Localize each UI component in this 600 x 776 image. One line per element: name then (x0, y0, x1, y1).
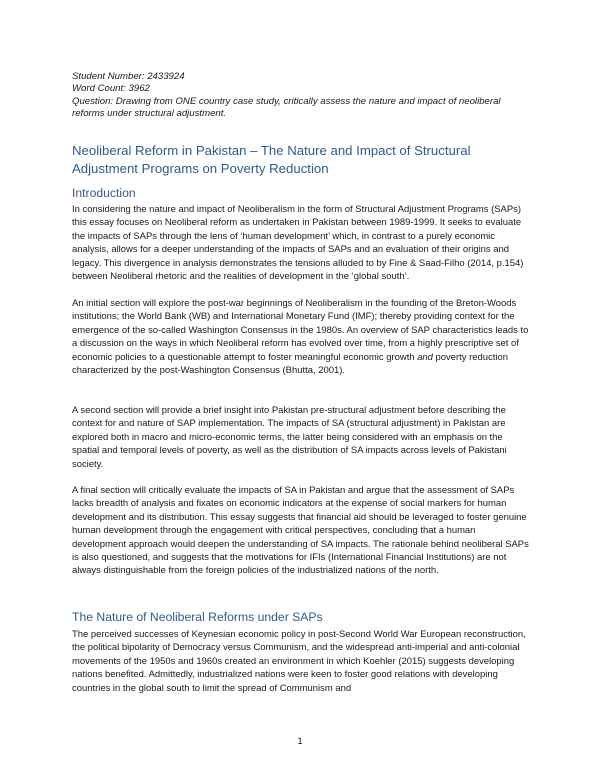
student-number: Student Number: 2433924 (72, 71, 185, 82)
nature-paragraph-1: The perceived successes of Keynesian economic policy in post-Second World War European reconstruction, the political bipolarity of Democracy versus Communism, and the widespread anti-imperial and anti-colonial movements of the 1950s and 1960s created an environment in which Koehler (2015) suggests developing nations benefited. Admittedly, industrialized nations were keen to foster good relations with developing countries in the global south to limit the spread of Communism and (72, 629, 526, 694)
introduction-heading: Introduction (72, 186, 136, 200)
para2-text-after: poverty reduction characterized by the post-Washington Consensus (Bhutta, 2001). (72, 351, 508, 377)
page-number: 1 (297, 736, 303, 747)
question-line-1: Question: Drawing from ONE country case study, critically assess the nature and impact of neoliberal (72, 95, 501, 107)
para2-text-before: An initial section will explore the post-war beginnings of Neoliberalism in the founding of the Breton-Woods institutions; the World Bank (WB) and International Monetary Fund (IMF); thereby providing context for the emergence of the so-called Washington Consensus in the 1980s. An overview of SAP characteristics leads to a discussion on the ways in which Neoliberal reform has evolved over time, from a highly prescriptive set of economic policies to a questionable attempt to foster meaningful economic growth (72, 298, 529, 363)
introduction-paragraph-2 (72, 297, 530, 377)
nature-heading: The Nature of Neoliberal Reforms under SAPs (72, 610, 323, 624)
document-meta (72, 71, 528, 121)
word-count: Word Count: 3962 (72, 83, 150, 95)
para2-emphasis: and (417, 351, 433, 363)
document-title: Neoliberal Reform in Pakistan – The Nature and Impact of Structural Adjustment Programs on Poverty Reduction (72, 143, 471, 176)
introduction-paragraph-4: A final section will critically evaluate the impacts of SA in Pakistan and argue that the assessment of SAPs lacks breadth of analysis and fixates on economic indicators at the expense of social markers for human development and its distribution. This essay suggests that financial aid should be leveraged to foster genuine human development through the engagement with critical perspectives, concluding that a human development approach would deepen the understanding of SA impacts. The rationale behind neoliberal SAPs is also questioned, and suggests that the motivations for IFIs (International Financial Institutions) are not always distinguishable from the foreign policies of the industrialized nations of the north. (72, 485, 529, 577)
question-line-2: reforms under structural adjustment. (72, 108, 227, 120)
introduction-paragraph-1: In considering the nature and impact of Neoliberalism in the form of Structural Adjustment Programs (SAPs) this essay focuses on Neoliberal reform as undertaken in Pakistan between 1989-1999. It seeks to evaluate the impacts of SAPs through the lens of ‘human development’ which, in contrast to a purely economic analysis, allows for a deeper understanding of the impacts of SAPs and an evaluation of their origins and legacy. This divergence in analysis demonstrates the tensions alluded to by Fine & Saad-Filho (2014, p.154) between Neoliberal rhetoric and the realities of development in the ‘global south’. (72, 204, 524, 283)
introduction-paragraph-3: A second section will provide a brief insight into Pakistan pre-structural adjustment before describing the context for and nature of SAP implementation. The impacts of SA (structural adjustment) in Pakistan are explored both in macro and micro-economic terms, the latter being considered with an emphasis on the spatial and temporal levels of poverty, as well as the distribution of SA impacts across levels of Pakistani society. (72, 405, 507, 470)
